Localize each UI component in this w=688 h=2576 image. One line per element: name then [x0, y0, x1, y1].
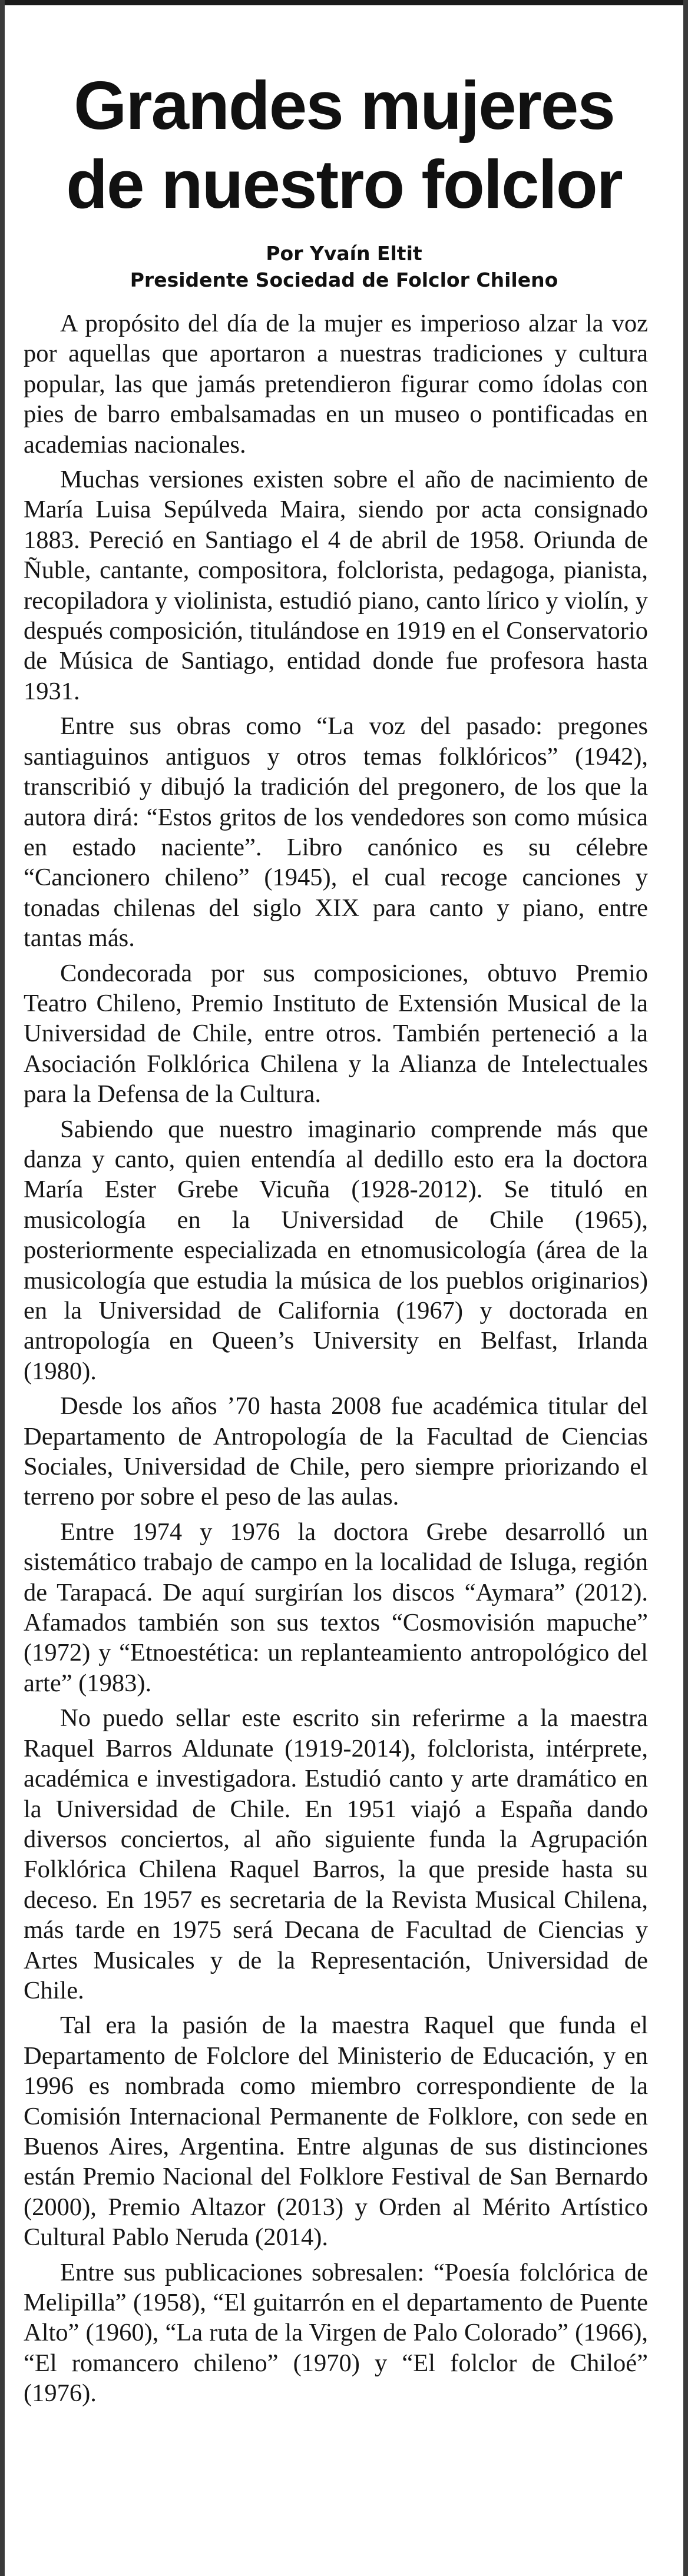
- paragraph-barros-distinciones: Tal era la pasión de la maestra Raquel que funda el Departamento de Folclore del Ministerio de Educación, y en 1996 es nombrada como miembro correspondiente de la Comisión Internacional Permanente de Folklore, con sede en Buenos Aires, Argentina. Entre algunas de sus distinciones están Premio Nacional del Folklore Festival de San Bernardo (2000), Premio Altazor (2013) y Orden al Mérito Artístico Cultural Pablo Neruda (2014).: [24, 2011, 648, 2252]
- paragraph-grebe-isluga: Entre 1974 y 1976 la doctora Grebe desarrolló un sistemático trabajo de campo en la localidad de Isluga, región de Tarapacá. De aquí surgirían los discos “Aymara” (2012). Afamados también son sus textos “Cosmovisión mapuche” (1972) y “Etnoestética: un replanteamiento antropológico del arte” (1983).: [24, 1518, 648, 1697]
- paragraph-raquel-barros: No puedo sellar este escrito sin referirme a la maestra Raquel Barros Aldunate (1919-2014), folclorista, intérprete, académica e investigadora. Estudió canto y arte dramático en la Universidad de Chile. En 1951 viajó a España dando diversos conciertos, al año siguiente funda la Agrupación Folklórica Chilena Raquel Barros, la que preside hasta su deceso. En 1957 es secretaria de la Revista Musical Chilena, más tarde en 1975 será Decana de Facultad de Ciencias y Artes Musicales y de la Representación, Universidad de Chile.: [24, 1704, 648, 2004]
- headline-line-1: Grandes mujeres: [74, 67, 614, 144]
- byline: [24, 240, 664, 293]
- paragraph-maria-ester-grebe: Sabiendo que nuestro imaginario comprende más que danza y canto, quien entendía al dedillo esto era la doctora María Ester Grebe Vicuña (1928-2012). Se tituló en musicología en la Universidad de Chile (1965), posteriormente especializada en etnomusicología (área de la musicología que estudia la música de los pueblos originarios) en la Universidad de California (1967) y doctorada en antropología en Queen’s University en Belfast, Irlanda (1980).: [24, 1115, 648, 1385]
- paragraph-intro: A propósito del día de la mujer es imperioso alzar la voz por aquellas que aportaron a nuestras tradiciones y cultura popular, las que jamás pretendieron figurar como ídolas con pies de barro embalsamadas en un museo o pontificadas en academias nacionales.: [24, 310, 648, 459]
- right-border-rule: [683, 0, 688, 2576]
- left-border-rule: [0, 0, 5, 2576]
- headline-line-2: de nuestro folclor: [66, 146, 622, 223]
- author-role: Presidente Sociedad de Folclor Chileno: [130, 268, 558, 291]
- article-headline: [24, 66, 664, 224]
- paragraph-obras-sepulveda: Entre sus obras como “La voz del pasado: pregones santiaguinos antiguos y otros temas folklóricos” (1942), transcribió y dibujó la tradición del pregonero, de los que la autora dirá: “Estos gritos de los vendedores son como música en estado naciente”. Libro canónico es su célebre “Cancionero chileno” (1945), el cual recoge canciones y tonadas chilenas del siglo XIX para canto y piano, entre tantas más.: [24, 712, 648, 952]
- paragraph-barros-publicaciones: Entre sus publicaciones sobresalen: “Poesía folclórica de Melipilla” (1958), “El guitarrón en el departamento de Puente Alto” (1960), “La ruta de la Virgen de Palo Colorado” (1966), “El romancero chileno” (1970) y “El folclor de Chiloé” (1976).: [24, 2258, 648, 2408]
- top-border-rule: [0, 0, 688, 5]
- article-body: [24, 308, 648, 2414]
- paragraph-maria-luisa-sepulveda: Muchas versiones existen sobre el año de nacimiento de María Luisa Sepúlveda Maira, siendo por acta consignado 1883. Pereció en Santiago el 4 de abril de 1958. Oriunda de Ñuble, cantante, compositora, folclorista, pedagoga, pianista, recopiladora y violinista, estudió piano, canto lírico y violín, y después composición, titulándose en 1919 en el Conservatorio de Música de Santiago, entidad donde fue profesora hasta 1931.: [24, 466, 648, 705]
- paragraph-premios-sepulveda: Condecorada por sus composiciones, obtuvo Premio Teatro Chileno, Premio Instituto de Extensión Musical de la Universidad de Chile, entre otros. También perteneció a la Asociación Folklórica Chilena y la Alianza de Intelectuales para la Defensa de la Cultura.: [24, 959, 648, 1108]
- paragraph-grebe-academica: Desde los años ’70 hasta 2008 fue académica titular del Departamento de Antropología de la Facultad de Ciencias Sociales, Universidad de Chile, pero siempre priorizando el terreno por sobre el peso de las aulas.: [24, 1392, 648, 1511]
- author-name: Por Yvaín Eltit: [266, 242, 422, 265]
